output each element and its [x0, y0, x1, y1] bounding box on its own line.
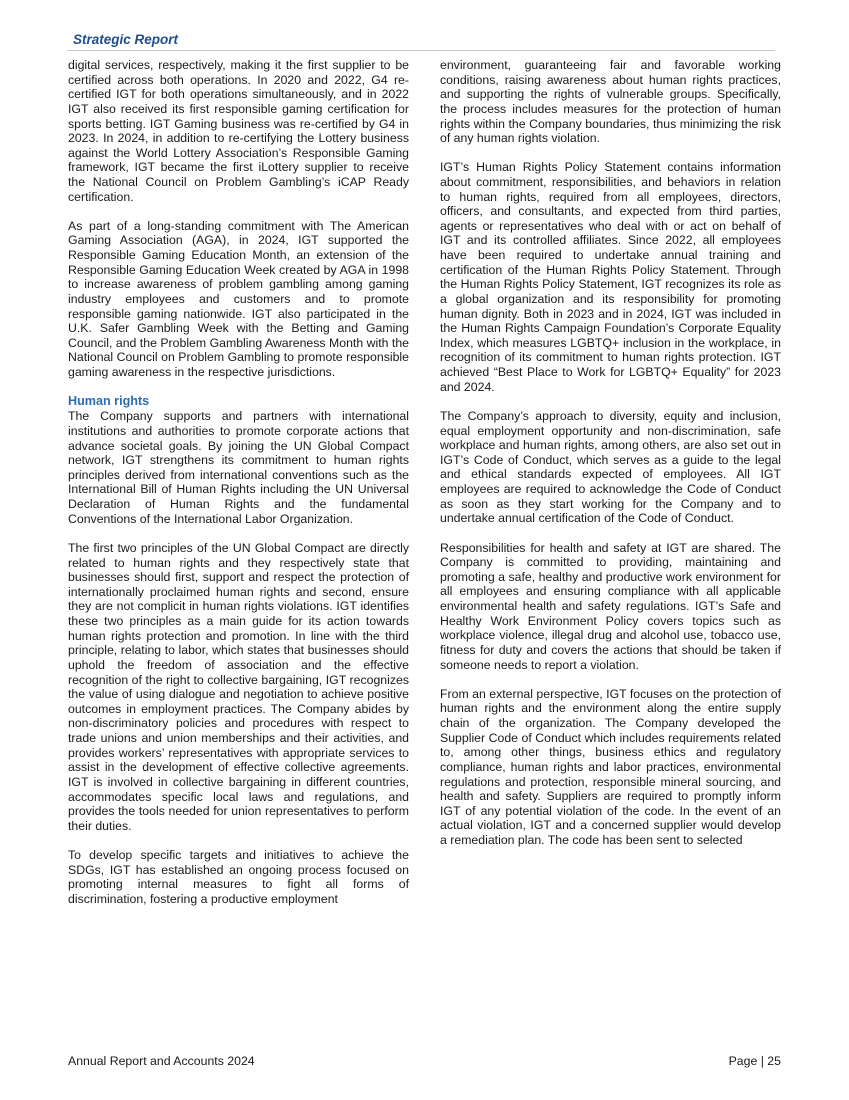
page-number: Page | 25 — [728, 1054, 781, 1068]
paragraph: IGT’s Human Rights Policy Statement contains information about commitment, responsibilities, and behaviors in relation to human rights, required from all employees, directors, officers, and consultants, and expected from third parties, agents or representatives who deal with or act on behalf of IGT and its controlled affiliates. Since 2022, all employees have been required to undertake annual training and certification of the Human Rights Policy Statement. Through the Human Rights Policy Statement, IGT recognizes its role as a global organization and its responsibility for promoting human dignity. Both in 2023 and in 2024, IGT was included in the Human Rights Campaign Foundation’s Corporate Equality Index, which measures LGBTQ+ inclusion in the workplace, in recognition of its commitment to human rights protection. IGT achieved “Best Place to Work for LGBTQ+ Equality” for 2023 and 2024. — [440, 160, 781, 394]
left-column — [68, 58, 409, 907]
paragraph: The Company’s approach to diversity, equity and inclusion, equal employment opportunity and non-discrimination, safe workplace and human rights, among others, are also set out in IGT’s Code of Conduct, which serves as a guide to the legal and ethical standards expected of employees. All IGT employees are required to acknowledge the Code of Conduct as soon as they start working for the Company and to undertake annual certification of the Code of Conduct. — [440, 408, 781, 526]
paragraph: As part of a long-standing commitment with The American Gaming Association (AGA), in 2024, IGT supported the Responsible Gaming Education Month, an extension of the Responsible Gaming Education Week created by AGA in 1998 to increase awareness of problem gambling among gaming industry employees and customers and to promote responsible gaming nationwide. IGT also participated in the U.K. Safer Gambling Week with the Betting and Gaming Council, and the Problem Gambling Awareness Month with the National Council on Problem Gambling to promote responsible gaming awareness in the respective jurisdictions. — [68, 218, 409, 380]
paragraph: The Company supports and partners with international institutions and authorities to promote corporate actions that advance societal goals. By joining the UN Global Compact network, IGT strengthens its commitment to human rights principles derived from international conventions such as the International Bill of Human Rights including the UN Universal Declaration of Human Rights and the fundamental Conventions of the International Labor Organization. — [68, 409, 409, 526]
section-title: Strategic Report — [73, 32, 179, 47]
page-header — [73, 31, 777, 51]
footer-report-title: Annual Report and Accounts 2024 — [68, 1054, 255, 1068]
paragraph: digital services, respectively, making it the first supplier to be certified across both operations. In 2020 and 2022, G4 re-certified IGT for both operations simultaneously, and in 2022 IGT also received its first responsible gaming certification for sports betting. IGT Gaming business was re-certified by G4 in 2023. In 2024, in addition to re-certifying the Lottery business against the World Lottery Association’s Responsible Gaming framework, IGT became the first iLottery supplier to receive the National Council on Problem Gambling’s iCAP Ready certification. — [68, 58, 409, 204]
paragraph: From an external perspective, IGT focuses on the protection of human rights and the environment along the entire supply chain of the organization. The Company developed the Supplier Code of Conduct which includes requirements related to, among other things, business ethics and regulatory compliance, human rights and labor practices, environmental regulations and protection, responsible mineral sourcing, and health and safety. Suppliers are required to promptly inform IGT of any potential violation of the code. In the event of an actual violation, IGT and a concerned supplier would develop a remediation plan. The code has been sent to selected — [440, 686, 781, 847]
header-divider — [67, 50, 775, 51]
paragraph: environment, guaranteeing fair and favorable working conditions, raising awareness about human rights practices, and supporting the rights of vulnerable groups. Specifically, the process includes measures for the protection of human rights within the Company boundaries, thus minimizing the risk of any human rights violation. — [440, 58, 781, 146]
right-column — [440, 58, 781, 848]
section-heading-human-rights: Human rights — [68, 394, 150, 409]
paragraph: Responsibilities for health and safety at IGT are shared. The Company is committed to providing, maintaining and promoting a safe, healthy and productive work environment for all employees and ensuring compliance with all applicable environmental health and safety regulations. IGT’s Safe and Healthy Work Environment Policy covers topics such as workplace violence, illegal drug and alcohol use, tobacco use, fitness for duty and covers the actions that should be taken if someone needs to report a violation. — [440, 540, 781, 672]
paragraph: To develop specific targets and initiatives to achieve the SDGs, IGT has established an ongoing process focused on promoting internal measures to fight all forms of discrimination, fostering a productive employment — [68, 848, 409, 906]
paragraph: The first two principles of the UN Global Compact are directly related to human rights and they respectively state that businesses should first, support and respect the protection of internationally proclaimed human rights and second, ensure they are not complicit in human rights violations. IGT identifies these two principles as a main guide for its action towards human rights protection and promotion. In line with the third principle, relating to labor, which states that businesses should uphold the freedom of association and the effective recognition of the right to collective bargaining, IGT recognizes the value of using dialogue and negotiation to achieve positive outcomes in employment practices. The Company abides by non-discriminatory policies and procedures with respect to trade unions and union memberships and their activities, and provides workers’ representatives with appropriate services to assist in the development of effective collective agreements. IGT is involved in collective bargaining in different countries, accommodates specific local laws and regulations, and provides the tools needed for union representatives to perform their duties. — [68, 540, 409, 833]
